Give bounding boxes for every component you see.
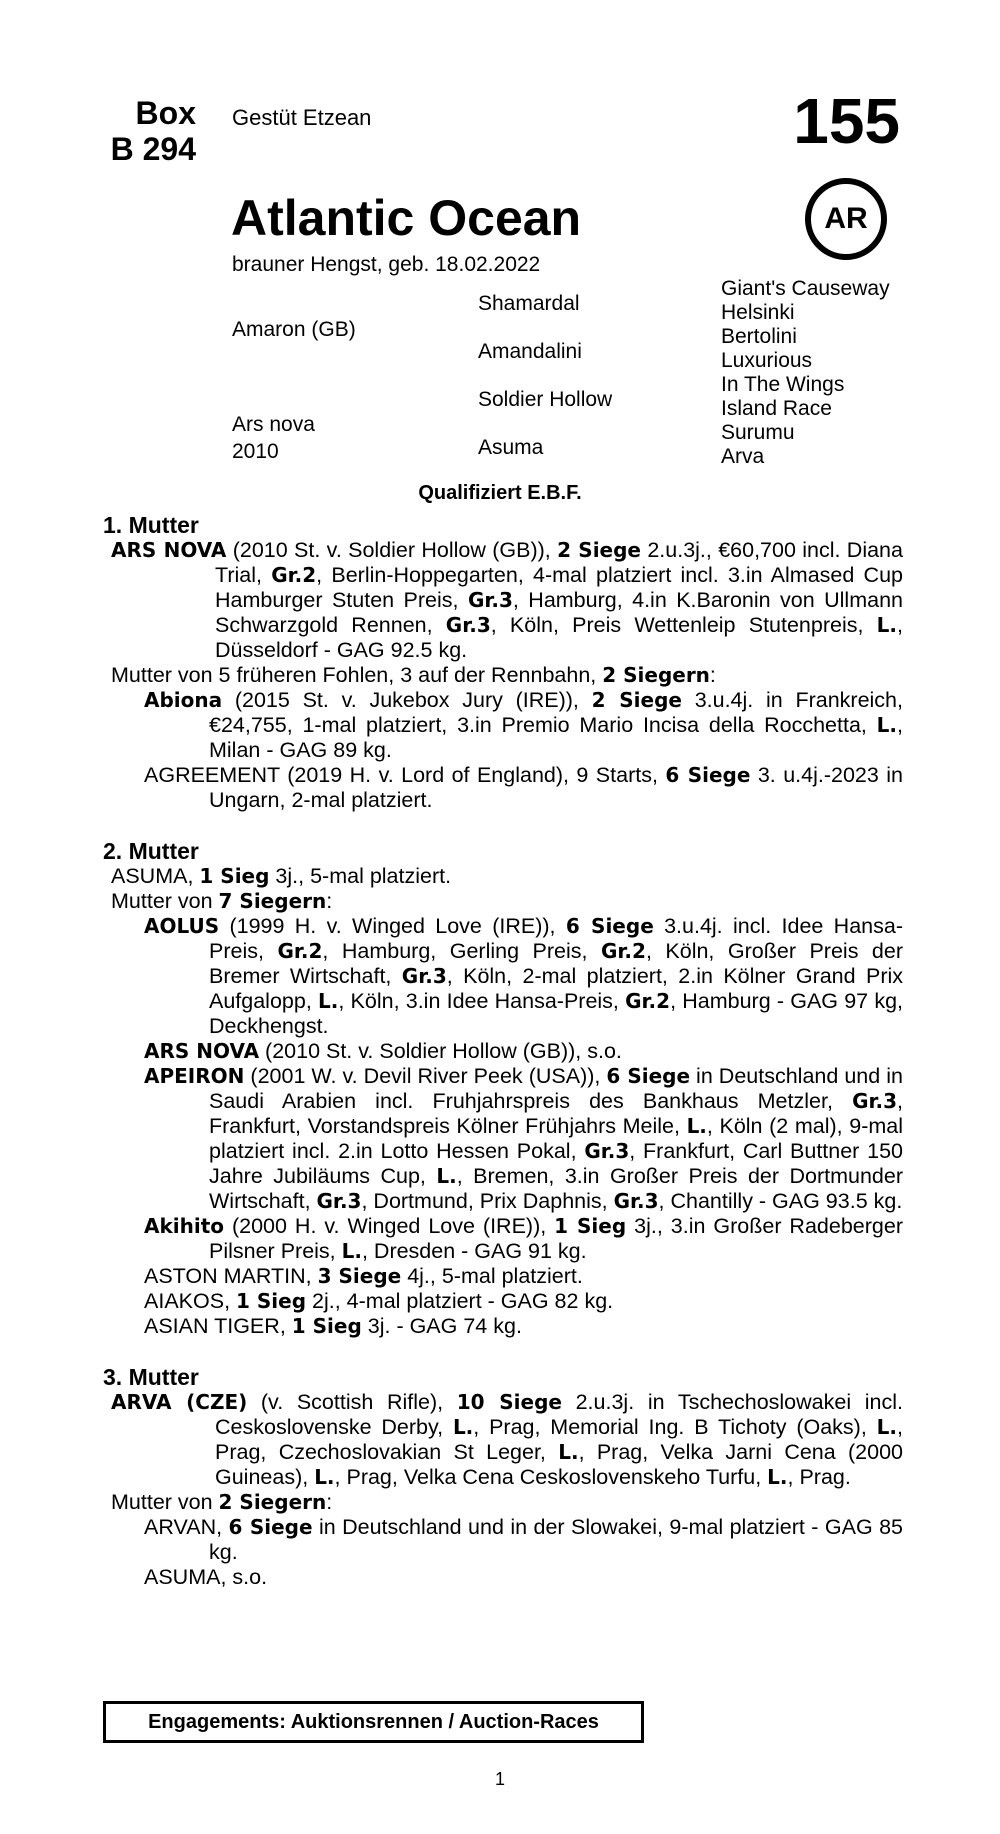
dam2-offspring: ASTON MARTIN, 3 Siege 4j., 5-mal platziert. (144, 1264, 583, 1288)
pedigree-gen3-item: Island Race (721, 397, 832, 420)
pedigree-gen3-item: Surumu (721, 421, 795, 444)
page-number: 1 (494, 1769, 505, 1789)
dam3-offspring: ARVAN, 6 Siege in Deutschland und in der Slowakei, 9-mal platziert - GAG 85 kg. (144, 1515, 903, 1564)
dam1-offspring: Abiona (2015 St. v. Jukebox Jury (IRE)), 2 Siege 3.u.4j. in Frankreich, €24,755, 1-mal platziert, 3.in Premio Mario Incisa della Rocchetta, L., Milan - GAG 89 kg. (144, 688, 903, 762)
dam2-offspring: ASIAN TIGER, 1 Sieg 3j. - GAG 74 kg. (144, 1314, 522, 1338)
pedigree-gen2-item: Asuma (478, 436, 544, 459)
dam1-offspring: AGREEMENT (2019 H. v. Lord of England), 9 Starts, 6 Siege 3. u.4j.-2023 in Ungarn, 2-mal platziert. (144, 763, 903, 812)
pedigree-gen3-item: Luxurious (721, 349, 813, 372)
dam2-produce: Mutter von 7 Siegern: (111, 889, 333, 913)
dam2-offspring: ARS NOVA (2010 St. v. Soldier Hollow (GB)), s.o. (144, 1039, 622, 1063)
horse-name: Atlantic Ocean (231, 190, 582, 246)
dam3-produce: Mutter von 2 Siegern: (111, 1490, 333, 1514)
dam1-entry: ARS NOVA (2010 St. v. Soldier Hollow (GB)), 2 Siege 2.u.3j., €60,700 incl. Diana Trial, Gr.2, Berlin-Hoppegarten, 4-mal platziert incl. 3.in Almased Cup Hamburger Stuten Preis, Gr.3, Hamburg, 4.in K.Baronin von Ullmann Schwarzgold Rennen, Gr.3, Köln, Preis Wettenleip Stutenpreis, L., Düsseldorf - GAG 92.5 kg. (111, 538, 903, 662)
dam1-produce: Mutter von 5 früheren Fohlen, 3 auf der Rennbahn, 2 Siegern: (111, 663, 716, 687)
pedigree-gen2-item: Amandalini (478, 340, 582, 363)
box-label (100, 95, 196, 167)
pedigree-dam-year: 2010 (232, 440, 279, 463)
consignor: Gestüt Etzean (232, 105, 372, 130)
dam2-offspring: AOLUS (1999 H. v. Winged Love (IRE)), 6 Siege 3.u.4j. incl. Idee Hansa-Preis, Gr.2, Hamburg, Gerling Preis, Gr.2, Köln, Großer Preis der Bremer Wirtschaft, Gr.3, Köln, 2-mal platziert, 2.in Kölner Grand Prix Aufgalopp, L., Köln, 3.in Idee Hansa-Preis, Gr.2, Hamburg - GAG 97 kg, Deckhengst. (144, 914, 904, 1038)
ar-badge-text: AR (824, 202, 868, 235)
pedigree-gen3 (721, 277, 890, 469)
pedigree-gen3-item: Giant's Causeway (721, 277, 890, 300)
dam3-heading: 3. Mutter (103, 1364, 199, 1390)
dam3-entry: ARVA (CZE) (v. Scottish Rifle), 10 Siege 2.u.3j. in Tschechoslowakei incl. Ceskoslovenske Derby, L., Prag, Memorial Ing. B Tichoty (Oaks), L., Prag, Czechoslovakian St Leger, L., Prag, Velka Jarni Cena (2000 Guineas), L., Prag, Velka Cena Ceskoslovenskeho Turfu, L., Prag. (111, 1390, 904, 1489)
pedigree-sire: Amaron (GB) (232, 318, 356, 341)
box-title: Box (135, 95, 196, 131)
ar-badge (805, 178, 887, 260)
pedigree-gen3-item: Arva (721, 445, 765, 468)
horse-description: brauner Hengst, geb. 18.02.2022 (232, 253, 541, 276)
engagements-box (103, 1701, 644, 1743)
dam2-entry: ASUMA, 1 Sieg 3j., 5-mal platziert. (111, 864, 452, 888)
catalogue-content (103, 512, 903, 1590)
dam2-offspring: Akihito (2000 H. v. Winged Love (IRE)), 1 Sieg 3j., 3.in Großer Radeberger Pilsner Preis, L., Dresden - GAG 91 kg. (144, 1214, 903, 1263)
pedigree-gen3-item: Helsinki (721, 301, 795, 324)
pedigree-gen2-item: Soldier Hollow (478, 388, 613, 411)
dam3-offspring: ASUMA, s.o. (144, 1565, 268, 1589)
pedigree-gen3-item: Bertolini (721, 325, 797, 348)
dam2-offspring: APEIRON (2001 W. v. Devil River Peek (USA)), 6 Siege in Deutschland und in Saudi Arabien incl. Fruhjahrspreis des Bankhaus Metzler, Gr.3, Frankfurt, Vorstandspreis Kölner Frühjahrs Meile, L., Köln (2 mal), 9-mal platziert incl. 2.in Lotto Hessen Pokal, Gr.3, Frankfurt, Carl Buttner 150 Jahre Jubiläums Cup, L., Bremen, 3.in Großer Preis der Dortmunder Wirtschaft, Gr.3, Dortmund, Prix Daphnis, Gr.3, Chantilly - GAG 93.5 kg. (144, 1064, 903, 1213)
dam2-offspring: AIAKOS, 1 Sieg 2j., 4-mal platziert - GAG 82 kg. (144, 1289, 614, 1313)
lot-number: 155 (793, 85, 900, 157)
pedigree-gen3-item: In The Wings (721, 373, 845, 396)
engagements-text: Engagements: Auktionsrennen / Auction-Races (148, 1710, 599, 1733)
pedigree-dam: Ars nova (232, 413, 315, 436)
qualification: Qualifiziert E.B.F. (418, 482, 582, 504)
box-number: B 294 (110, 131, 196, 167)
dam1-heading: 1. Mutter (103, 512, 199, 538)
dam2-heading: 2. Mutter (103, 838, 199, 864)
pedigree-gen2-item: Shamardal (478, 292, 580, 315)
